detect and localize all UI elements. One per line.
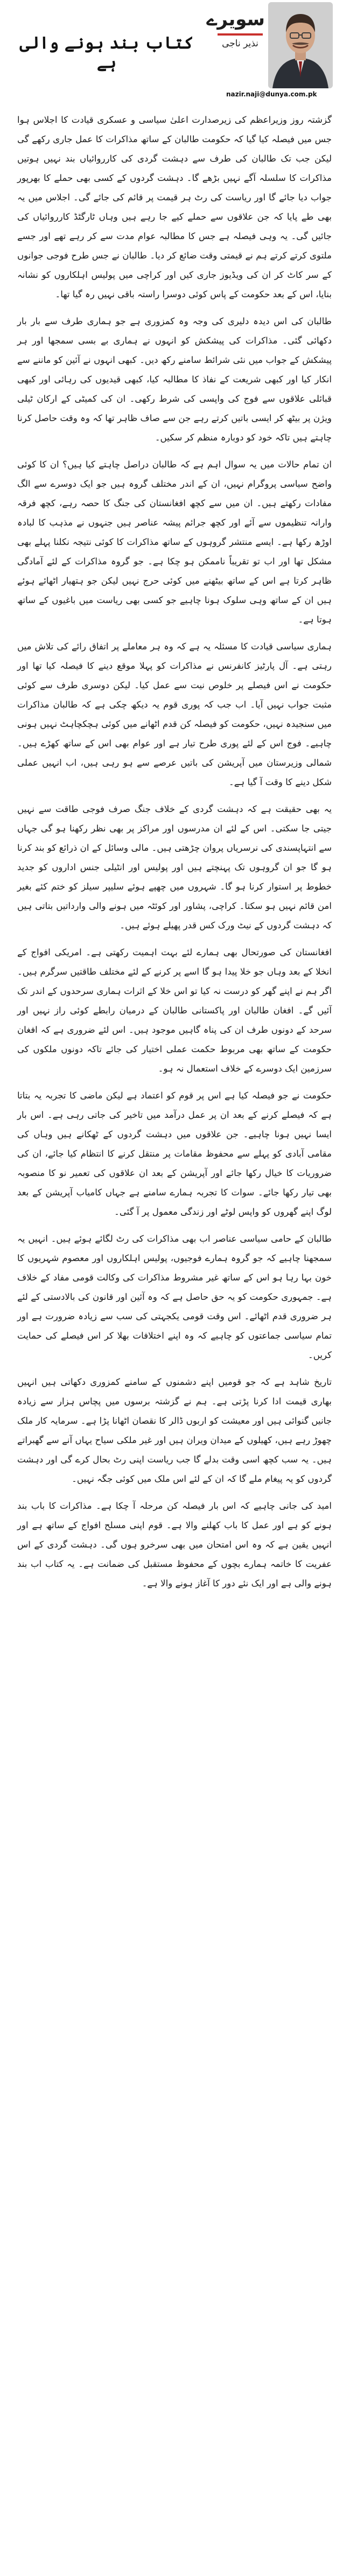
article-paragraph: حکومت نے جو فیصلہ کیا ہے اس پر قوم کو اعتماد ہے لیکن ماضی کا تجربہ یہ بتاتا ہے کہ فیصلے کرنے کے بعد ان پر عمل درآمد میں تاخیر کی جاتی رہی ہے۔ اس بار ایسا نہیں ہونا چاہیے۔ جن علاقوں میں دہشت گردوں کے ٹھکانے ہیں وہاں کی مقامی آبادی کو پہلے سے محفوظ مقامات پر منتقل کرنے کا انتظام کیا جائے، ان کی ضروریات کا خیال رکھا جائے اور آپریشن کے بعد ان علاقوں کی تعمیر نو کا منصوبہ بھی تیار رکھا جائے۔ سوات کا تجربہ ہمارے سامنے ہے جہاں کامیاب آپریشن کے بعد لوگ اپنے گھروں کو واپس لوٹے اور زندگی معمول پر آ گئی۔	[17, 1090, 332, 1217]
author-email: nazir.naji@dunya.com.pk	[226, 90, 317, 98]
article-paragraph: طالبان کے حامی سیاسی عناصر اب بھی مذاکرات کی رٹ لگائے ہوئے ہیں۔ انہیں یہ سمجھنا چاہیے کہ جو گروہ ہمارے فوجیوں، پولیس اہلکاروں اور معصوم شہریوں کا خون بہا رہا ہو اس کے ساتھ غیر مشروط مذاکرات کی وکالت قومی مفاد کے خلاف ہے۔ جمہوری حکومت کو یہ حق حاصل ہے کہ وہ آئین اور قانون کی بالادستی کے لئے ہر ضروری قدم اٹھائے۔ اس وقت قومی یکجہتی کی سب سے زیادہ ضرورت ہے اور تمام سیاسی جماعتوں کو چاہیے کہ وہ اپنے اختلافات بھلا کر اس فیصلے کی حمایت کریں۔	[17, 1234, 332, 1360]
column-header	[0, 0, 350, 105]
article-paragraph: ان تمام حالات میں یہ سوال اہم ہے کہ طالبان دراصل چاہتے کیا ہیں؟ ان کا کوئی واضح سیاسی پروگرام نہیں، ان کے اندر مختلف گروہ ہیں جو ایک دوسرے سے الگ مفادات رکھتے ہیں۔ ان میں سے کچھ افغانستان کی جنگ کا حصہ رہے، کچھ فرقہ وارانہ تنظیموں سے آئے اور کچھ جرائم پیشہ عناصر ہیں جنہوں نے مذہب کا لبادہ اوڑھ رکھا ہے۔ ایسے منتشر گروہوں کے ساتھ مذاکرات کا کوئی نتیجہ نکلنا پہلے بھی مشکل تھا اور اب تو تقریباً ناممکن ہو چکا ہے۔ جو گروہ مذاکرات کے لئے آمادگی ظاہر کرتا ہے اس کے ساتھ بیٹھنے میں کوئی حرج نہیں لیکن جو ہتھیار اٹھائے ہوئے ہیں ان کے ساتھ وہی سلوک ہونا چاہیے جو کسی بھی ریاست میں باغیوں کے ساتھ ہوتا ہے۔	[17, 459, 332, 625]
logo-rule-divider	[218, 33, 263, 36]
article-paragraph: امید کی جانی چاہیے کہ اس بار فیصلہ کن مرحلہ آ چکا ہے۔ مذاکرات کا باب بند ہونے کو ہے اور عمل کا باب کھلنے والا ہے۔ قوم اپنی مسلح افواج کے ساتھ ہے اور انہیں یقین ہے کہ وہ اس امتحان میں بھی سرخرو ہوں گی۔ دہشت گردی کے اس عفریت کا خاتمہ ہمارے بچوں کے محفوظ مستقبل کی ضمانت ہے۔ یہ کتاب اب بند ہونے والی ہے اور ایک نئے دور کا آغاز ہونے والا ہے۔	[17, 1501, 332, 1588]
author-portrait	[268, 2, 333, 88]
article-paragraph: طالبان کی اس دیدہ دلیری کی وجہ وہ کمزوری ہے جو ہماری طرف سے بار بار دکھائی گئی۔ مذاکرات کی پیشکش کو انہوں نے ہماری بے بسی سمجھا اور ہر پیشکش کے جواب میں نئی شرائط سامنے رکھ دیں۔ کبھی انہوں نے آئین کو ماننے سے انکار کیا اور کبھی شریعت کے نفاذ کا مطالبہ کیا، کبھی قیدیوں کی رہائی اور کبھی قبائلی علاقوں سے فوج کی واپسی کی شرط رکھی۔ ان کی کمیٹی کے ارکان ٹیلی ویژن پر بیٹھ کر ایسی باتیں کرتے رہے جن سے صاف ظاہر تھا کہ وہ وقت حاصل کرنا چاہتے ہیں تاکہ خود کو دوبارہ منظم کر سکیں۔	[17, 316, 332, 443]
article-paragraph: گزشتہ روز وزیراعظم کی زیرصدارت اعلیٰ سیاسی و عسکری قیادت کا اجلاس ہوا جس میں فیصلہ کیا گیا کہ حکومت طالبان کے ساتھ مذاکرات کا عمل جاری رکھے گی لیکن جب تک طالبان کی طرف سے دہشت گردی کی کارروائیاں بند نہیں ہوتیں مذاکرات کا سلسلہ آگے نہیں بڑھے گا۔ دہشت گردوں کے کسی بھی حملے کا بھرپور جواب دیا جائے گا اور ریاست کی رٹ ہر قیمت پر قائم کی جائے گی۔ اجلاس میں یہ بھی طے پایا کہ جن علاقوں سے حملے کیے جا رہے ہیں وہاں ٹارگٹڈ کارروائیاں کی جائیں گی۔ یہ وہی فیصلہ ہے جس کا مطالبہ عوام مدت سے کر رہے تھے اور جسے ملتوی کرتے کرتے ہم نے قیمتی وقت ضائع کر دیا۔ طالبان نے جس طرح فوجی جوانوں کے سر کاٹ کر ان کی ویڈیوز جاری کیں اور کراچی میں پولیس اہلکاروں کو نشانہ بنایا، اس کے بعد حکومت کے پاس کوئی دوسرا راستہ باقی نہیں رہ گیا تھا۔	[17, 115, 332, 299]
article-body	[17, 110, 332, 1601]
article-paragraph: یہ بھی حقیقت ہے کہ دہشت گردی کے خلاف جنگ صرف فوجی طاقت سے نہیں جیتی جا سکتی۔ اس کے لئے ان مدرسوں اور مراکز پر بھی نظر رکھنا ہو گی جہاں سے انتہاپسندی کی نرسریاں پروان چڑھتی ہیں۔ مالی وسائل کے ان ذرائع کو بند کرنا ہو گا جو ان گروہوں تک پہنچتے ہیں اور پولیس اور انٹیلی جنس اداروں کو جدید خطوط پر استوار کرنا ہو گا۔ شہروں میں چھپے ہوئے سلیپر سیلز کو ختم کئے بغیر امن قائم نہیں ہو سکتا۔ کراچی، پشاور اور کوئٹہ میں ہونے والی وارداتیں بتاتی ہیں کہ دہشت گردوں کے نیٹ ورک کس قدر پھیلے ہوئے ہیں۔	[17, 804, 332, 930]
author-portrait-image	[268, 2, 333, 88]
column-logo	[206, 5, 265, 70]
article-paragraph: ہماری سیاسی قیادت کا مسئلہ یہ ہے کہ وہ ہر معاملے پر اتفاق رائے کی تلاش میں رہتی ہے۔ آل پارٹیز کانفرنس نے مذاکرات کو پہلا موقع دینے کا فیصلہ کیا تھا اور حکومت نے اس فیصلے پر خلوص نیت سے عمل کیا۔ لیکن دوسری طرف سے کوئی مثبت جواب نہیں آیا۔ اب جب کہ پوری قوم یہ دیکھ چکی ہے کہ طالبان مذاکرات میں سنجیدہ نہیں، حکومت کو فیصلہ کن قدم اٹھانے میں کوئی ہچکچاہٹ نہیں ہونی چاہیے۔ فوج اس کے لئے پوری طرح تیار ہے اور عوام بھی اس کے ساتھ کھڑے ہیں۔ شمالی وزیرستان میں آپریشن کی باتیں عرصے سے ہو رہی ہیں، اب انہیں عملی شکل دینے کا وقت آ گیا ہے۔	[17, 641, 332, 787]
article-headline: کتاب بند ہونے والی ہے	[19, 33, 194, 72]
column-title: سویرے	[206, 9, 265, 30]
article-paragraph: افغانستان کی صورتحال بھی ہمارے لئے بہت اہمیت رکھتی ہے۔ امریکی افواج کے انخلا کے بعد وہاں جو خلا پیدا ہو گا اسے پر کرنے کے لئے مختلف طاقتیں سرگرم ہیں۔ اگر ہم نے اپنے گھر کو درست نہ کیا تو اس خلا کے اثرات ہماری سرحدوں کے اندر تک آئیں گے۔ افغان طالبان اور پاکستانی طالبان کے درمیان رابطے کوئی راز نہیں اور سرحد کے دونوں طرف ان کی پناہ گاہیں موجود ہیں۔ اس لئے ضروری ہے کہ افغان حکومت کے ساتھ بھی مربوط حکمت عملی اختیار کی جائے تاکہ دونوں ملکوں کی سرزمین ایک دوسرے کے خلاف استعمال نہ ہو۔	[17, 947, 332, 1074]
author-name: نذیر ناجی	[222, 38, 258, 49]
article-paragraph: تاریخ شاہد ہے کہ جو قومیں اپنے دشمنوں کے سامنے کمزوری دکھاتی ہیں انہیں بھاری قیمت ادا کرنا پڑتی ہے۔ ہم نے گزشتہ برسوں میں پچاس ہزار سے زیادہ جانیں گنوائی ہیں اور معیشت کو اربوں ڈالر کا نقصان اٹھانا پڑا ہے۔ سرمایہ کار ملک چھوڑ رہے ہیں، کھیلوں کے میدان ویران ہیں اور غیر ملکی سیاح یہاں آنے سے گھبراتے ہیں۔ یہ سب کچھ اسی وقت بدلے گا جب ریاست اپنی رٹ بحال کرے گی اور دہشت گردوں کو یہ پیغام ملے گا کہ ان کے لئے اس ملک میں کوئی جگہ نہیں۔	[17, 1377, 332, 1484]
